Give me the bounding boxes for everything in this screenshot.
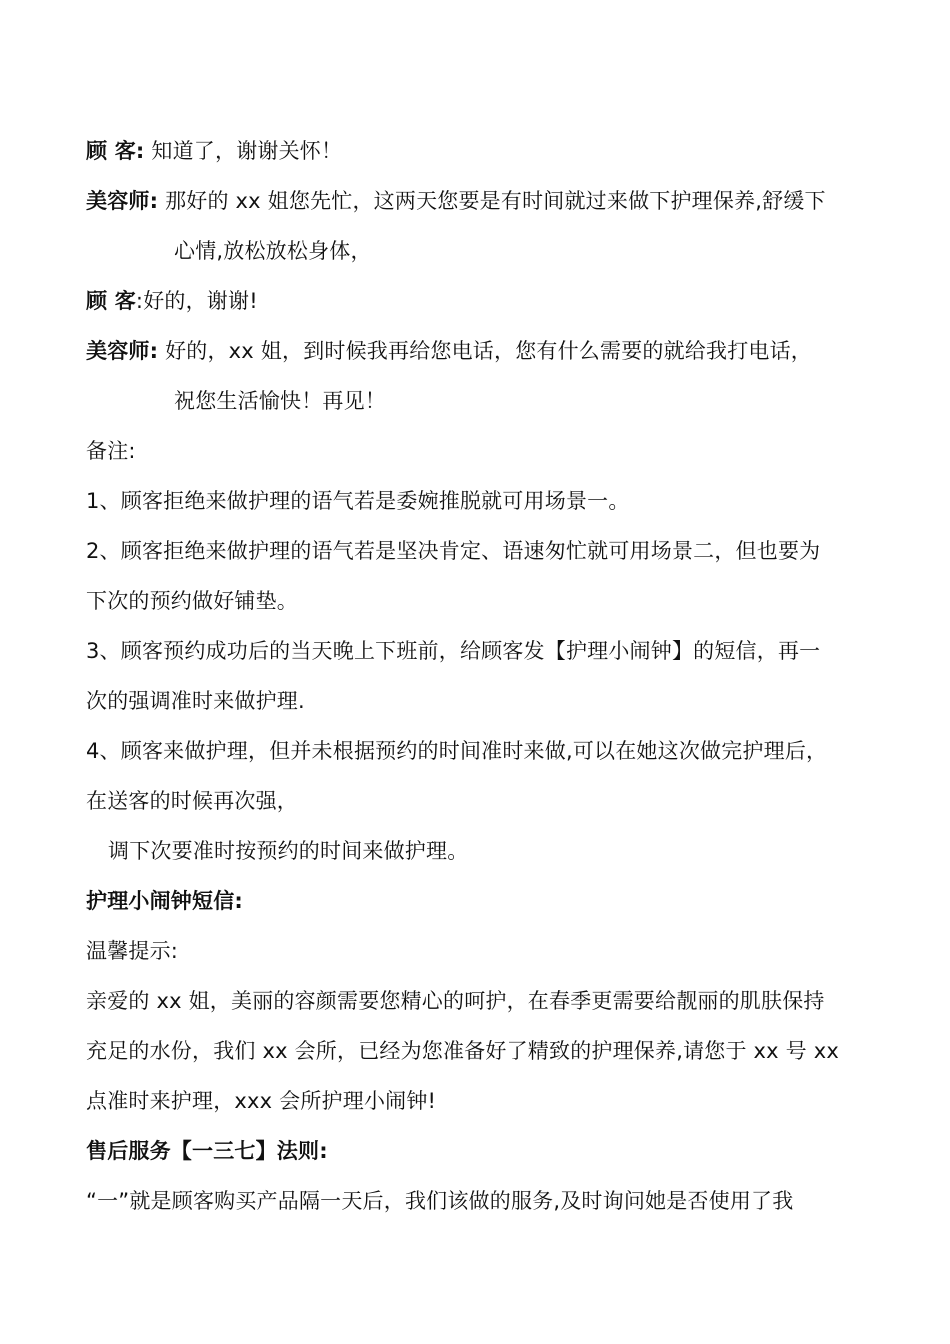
dialog-line-customer-2 — [86, 276, 876, 326]
after-sales-paragraph: “一”就是顾客购买产品隔一天后，我们该做的服务,及时询问她是否使用了我 — [86, 1189, 794, 1213]
speaker-label: 美容师: — [86, 339, 159, 363]
note-item-4-cont: 在送客的时候再次强， — [86, 789, 298, 813]
after-sales-heading: 售后服务【一三七】法则: — [86, 1139, 328, 1163]
dialog-text: 那好的 xx 姐您先忙，这两天您要是有时间就过来做下护理保养,舒缓下 — [158, 189, 826, 213]
dialog-text: 知道了，谢谢关怀！ — [144, 139, 343, 163]
dialog-line-beautician-1-cont: 心情,放松放松身体， — [174, 239, 372, 263]
sms-body-line-2: 充足的水份，我们 xx 会所，已经为您准备好了精致的护理保养,请您于 xx 号 xx — [86, 1039, 840, 1063]
speaker-label: 美容师: — [86, 189, 159, 213]
dialog-text: :好的，谢谢! — [135, 289, 258, 313]
dialog-line-beautician-2 — [86, 326, 876, 376]
speaker-label: 顾 客 — [86, 289, 136, 313]
note-item-4: 4、顾客来做护理，但并未根据预约的时间准时来做,可以在她这次做完护理后， — [86, 739, 828, 763]
dialog-text: 好的，xx 姐，到时候我再给您电话，您有什么需要的就给我打电话， — [158, 339, 813, 363]
notes-heading: 备注: — [86, 439, 136, 463]
speaker-label: 顾 客: — [86, 139, 145, 163]
sms-greeting: 温馨提示: — [86, 939, 179, 963]
note-item-3-cont: 次的强调准时来做护理. — [86, 689, 305, 713]
dialog-line-customer-1 — [86, 126, 876, 176]
note-item-1: 1、顾客拒绝来做护理的语气若是委婉推脱就可用场景一。 — [86, 489, 630, 513]
note-item-2: 2、顾客拒绝来做护理的语气若是坚决肯定、语速匆忙就可用场景二，但也要为 — [86, 539, 821, 563]
dialog-line-beautician-1 — [86, 176, 876, 226]
document-page — [86, 126, 876, 1226]
dialog-line-beautician-2-cont: 祝您生活愉快！再见！ — [174, 389, 386, 413]
note-item-2-cont: 下次的预约做好铺垫。 — [86, 589, 298, 613]
note-item-4-cont-2: 调下次要准时按预约的时间来做护理。 — [108, 839, 469, 863]
sms-body-line-3: 点准时来护理，xxx 会所护理小闹钟! — [86, 1089, 437, 1113]
sms-heading: 护理小闹钟短信: — [86, 889, 243, 913]
note-item-3: 3、顾客预约成功后的当天晚上下班前，给顾客发【护理小闹钟】的短信，再一 — [86, 639, 821, 663]
sms-body-line-1: 亲爱的 xx 姐，美丽的容颜需要您精心的呵护，在春季更需要给靓丽的肌肤保持 — [86, 989, 825, 1013]
